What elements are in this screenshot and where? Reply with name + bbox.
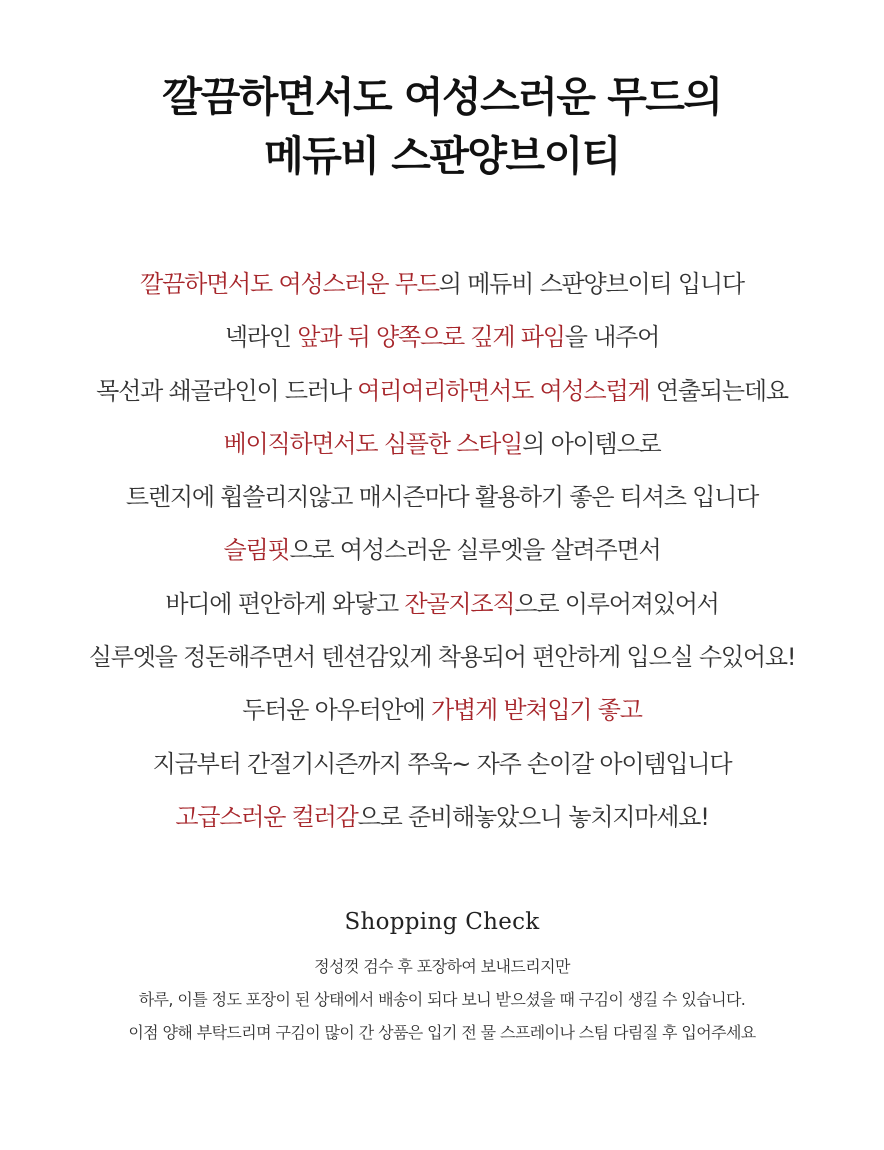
description-text: 목선과 쇄골라인이 드러나 (96, 376, 358, 405)
description-line (0, 524, 884, 577)
description-text: 을 내주어 (564, 323, 660, 352)
description-line (0, 311, 884, 364)
description-text: 넥라인 (224, 323, 298, 352)
description-text: 두터운 아우터안에 (242, 696, 431, 725)
description-text: 트렌지에 휩쓸리지않고 매시즌마다 활용하기 좋은 티셔츠 입니다 (125, 483, 759, 512)
page-title-line-2: 메듀비 스판양브이티 (264, 132, 620, 180)
description-line (0, 738, 884, 791)
description-text: 실루엣을 정돈해주면서 텐션감있게 착용되어 편안하게 입으실 수있어요! (88, 643, 796, 672)
description-line (0, 365, 884, 418)
notice-line: 정성껏 검수 후 포장하여 보내드리지만 (314, 957, 570, 976)
description-highlight: 슬림핏 (223, 536, 290, 565)
description-highlight: 베이직하면서도 심플한 스타일 (223, 429, 523, 458)
notice-line: 하루, 이틀 정도 포장이 된 상태에서 배송이 되다 보니 받으셨을 때 구김이 생길 수 있습니다. (138, 990, 746, 1009)
description-highlight: 앞과 뒤 양쪽으로 깊게 파임 (297, 323, 565, 352)
description-text: 으로 여성스러운 실루엣을 살려주면서 (289, 536, 661, 565)
description-highlight: 여리여리하면서도 여성스럽게 (357, 376, 650, 405)
shopping-check-title: Shopping Check (344, 909, 540, 935)
description-text: 연출되는데요 (649, 376, 788, 405)
description-line (0, 258, 884, 311)
description-text: 으로 이루어져있어서 (514, 589, 719, 618)
product-description (0, 258, 884, 844)
description-highlight: 깔끔하면서도 여성스러운 무드 (140, 270, 439, 298)
description-text: 으로 준비해놓았으니 놓치지마세요! (357, 802, 709, 831)
description-text: 바디에 편안하게 와닿고 (165, 589, 405, 618)
description-line (0, 418, 884, 471)
description-line (0, 631, 884, 684)
description-highlight: 가볍게 받쳐입기 좋고 (431, 696, 642, 725)
description-highlight: 고급스러운 컬러감 (175, 802, 358, 831)
description-text: 지금부터 간절기시즌까지 쭈욱~ 자주 손이갈 아이템입니다 (152, 749, 732, 778)
page-title-line-1: 깔끔하면서도 여성스러운 무드의 (162, 73, 722, 121)
notice-line: 이점 양해 부탁드리며 구김이 많이 간 상품은 입기 전 물 스프레이나 스팀 다림질 후 입어주세요 (128, 1023, 756, 1042)
shopping-check-notice (0, 950, 884, 1049)
description-line (0, 791, 884, 844)
description-line (0, 684, 884, 737)
description-line (0, 578, 884, 631)
description-text: 의 아이템으로 (522, 429, 661, 458)
page-title (0, 68, 884, 186)
description-text: 의 메듀비 스판양브이티 입니다 (438, 270, 744, 298)
description-highlight: 잔골지조직 (404, 589, 515, 618)
description-line (0, 471, 884, 524)
